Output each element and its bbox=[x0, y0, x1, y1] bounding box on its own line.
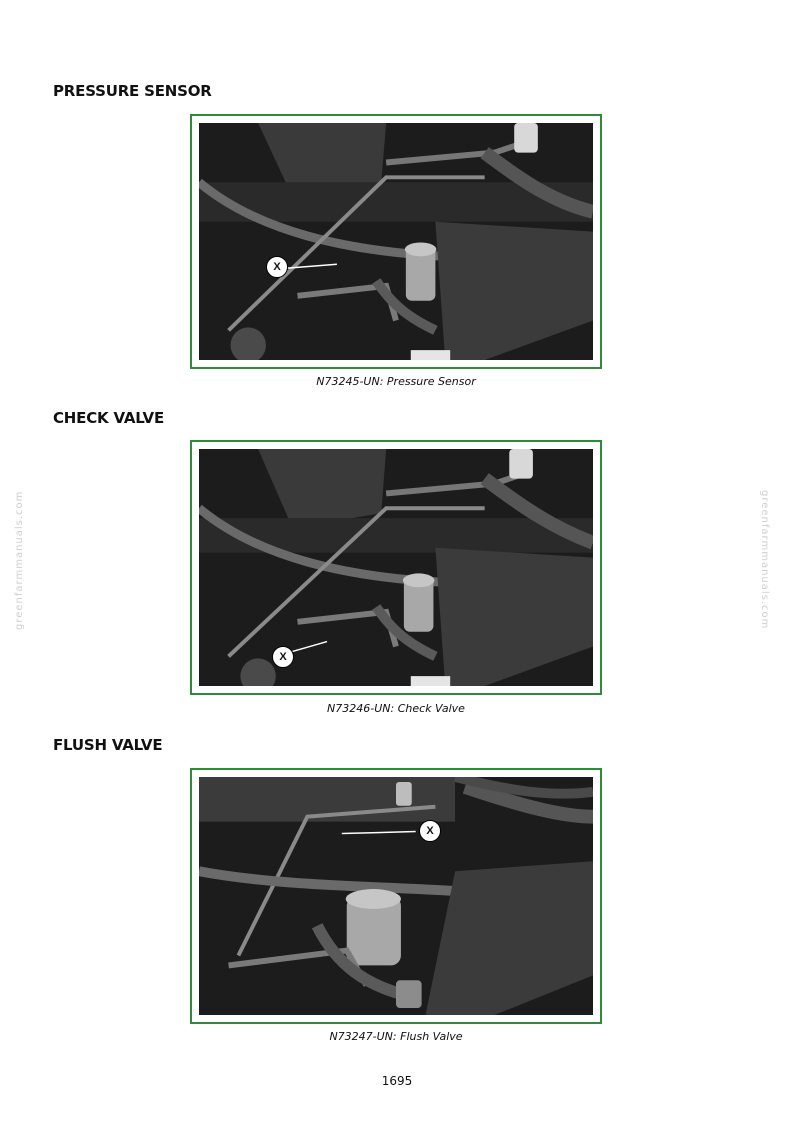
watermark-right: greenfarmmanuals.com bbox=[759, 490, 770, 630]
section-title-check-valve: CHECK VALVE bbox=[53, 409, 165, 427]
callout-marker: X bbox=[419, 820, 441, 842]
figure-caption: N73245-UN: Pressure Sensor bbox=[316, 375, 476, 388]
page-number: 1695 bbox=[381, 1074, 413, 1088]
callout-marker: X bbox=[272, 646, 294, 668]
photo-check-valve bbox=[199, 449, 593, 686]
photo-flush-valve bbox=[199, 777, 593, 1015]
watermark-left: greenfarmmanuals.com bbox=[14, 490, 25, 630]
section-title-pressure-sensor: PRESSURE SENSOR bbox=[53, 82, 212, 100]
figure-caption: N73247-UN: Flush Valve bbox=[329, 1030, 463, 1043]
photo-pressure-sensor bbox=[199, 123, 593, 360]
callout-marker: X bbox=[266, 256, 288, 278]
figure-frame-flush-valve bbox=[190, 768, 602, 1024]
figure-frame-check-valve bbox=[190, 440, 602, 695]
figure-frame-pressure-sensor bbox=[190, 114, 602, 369]
section-title-flush-valve: FLUSH VALVE bbox=[53, 736, 163, 754]
figure-caption: N73246-UN: Check Valve bbox=[327, 702, 465, 715]
